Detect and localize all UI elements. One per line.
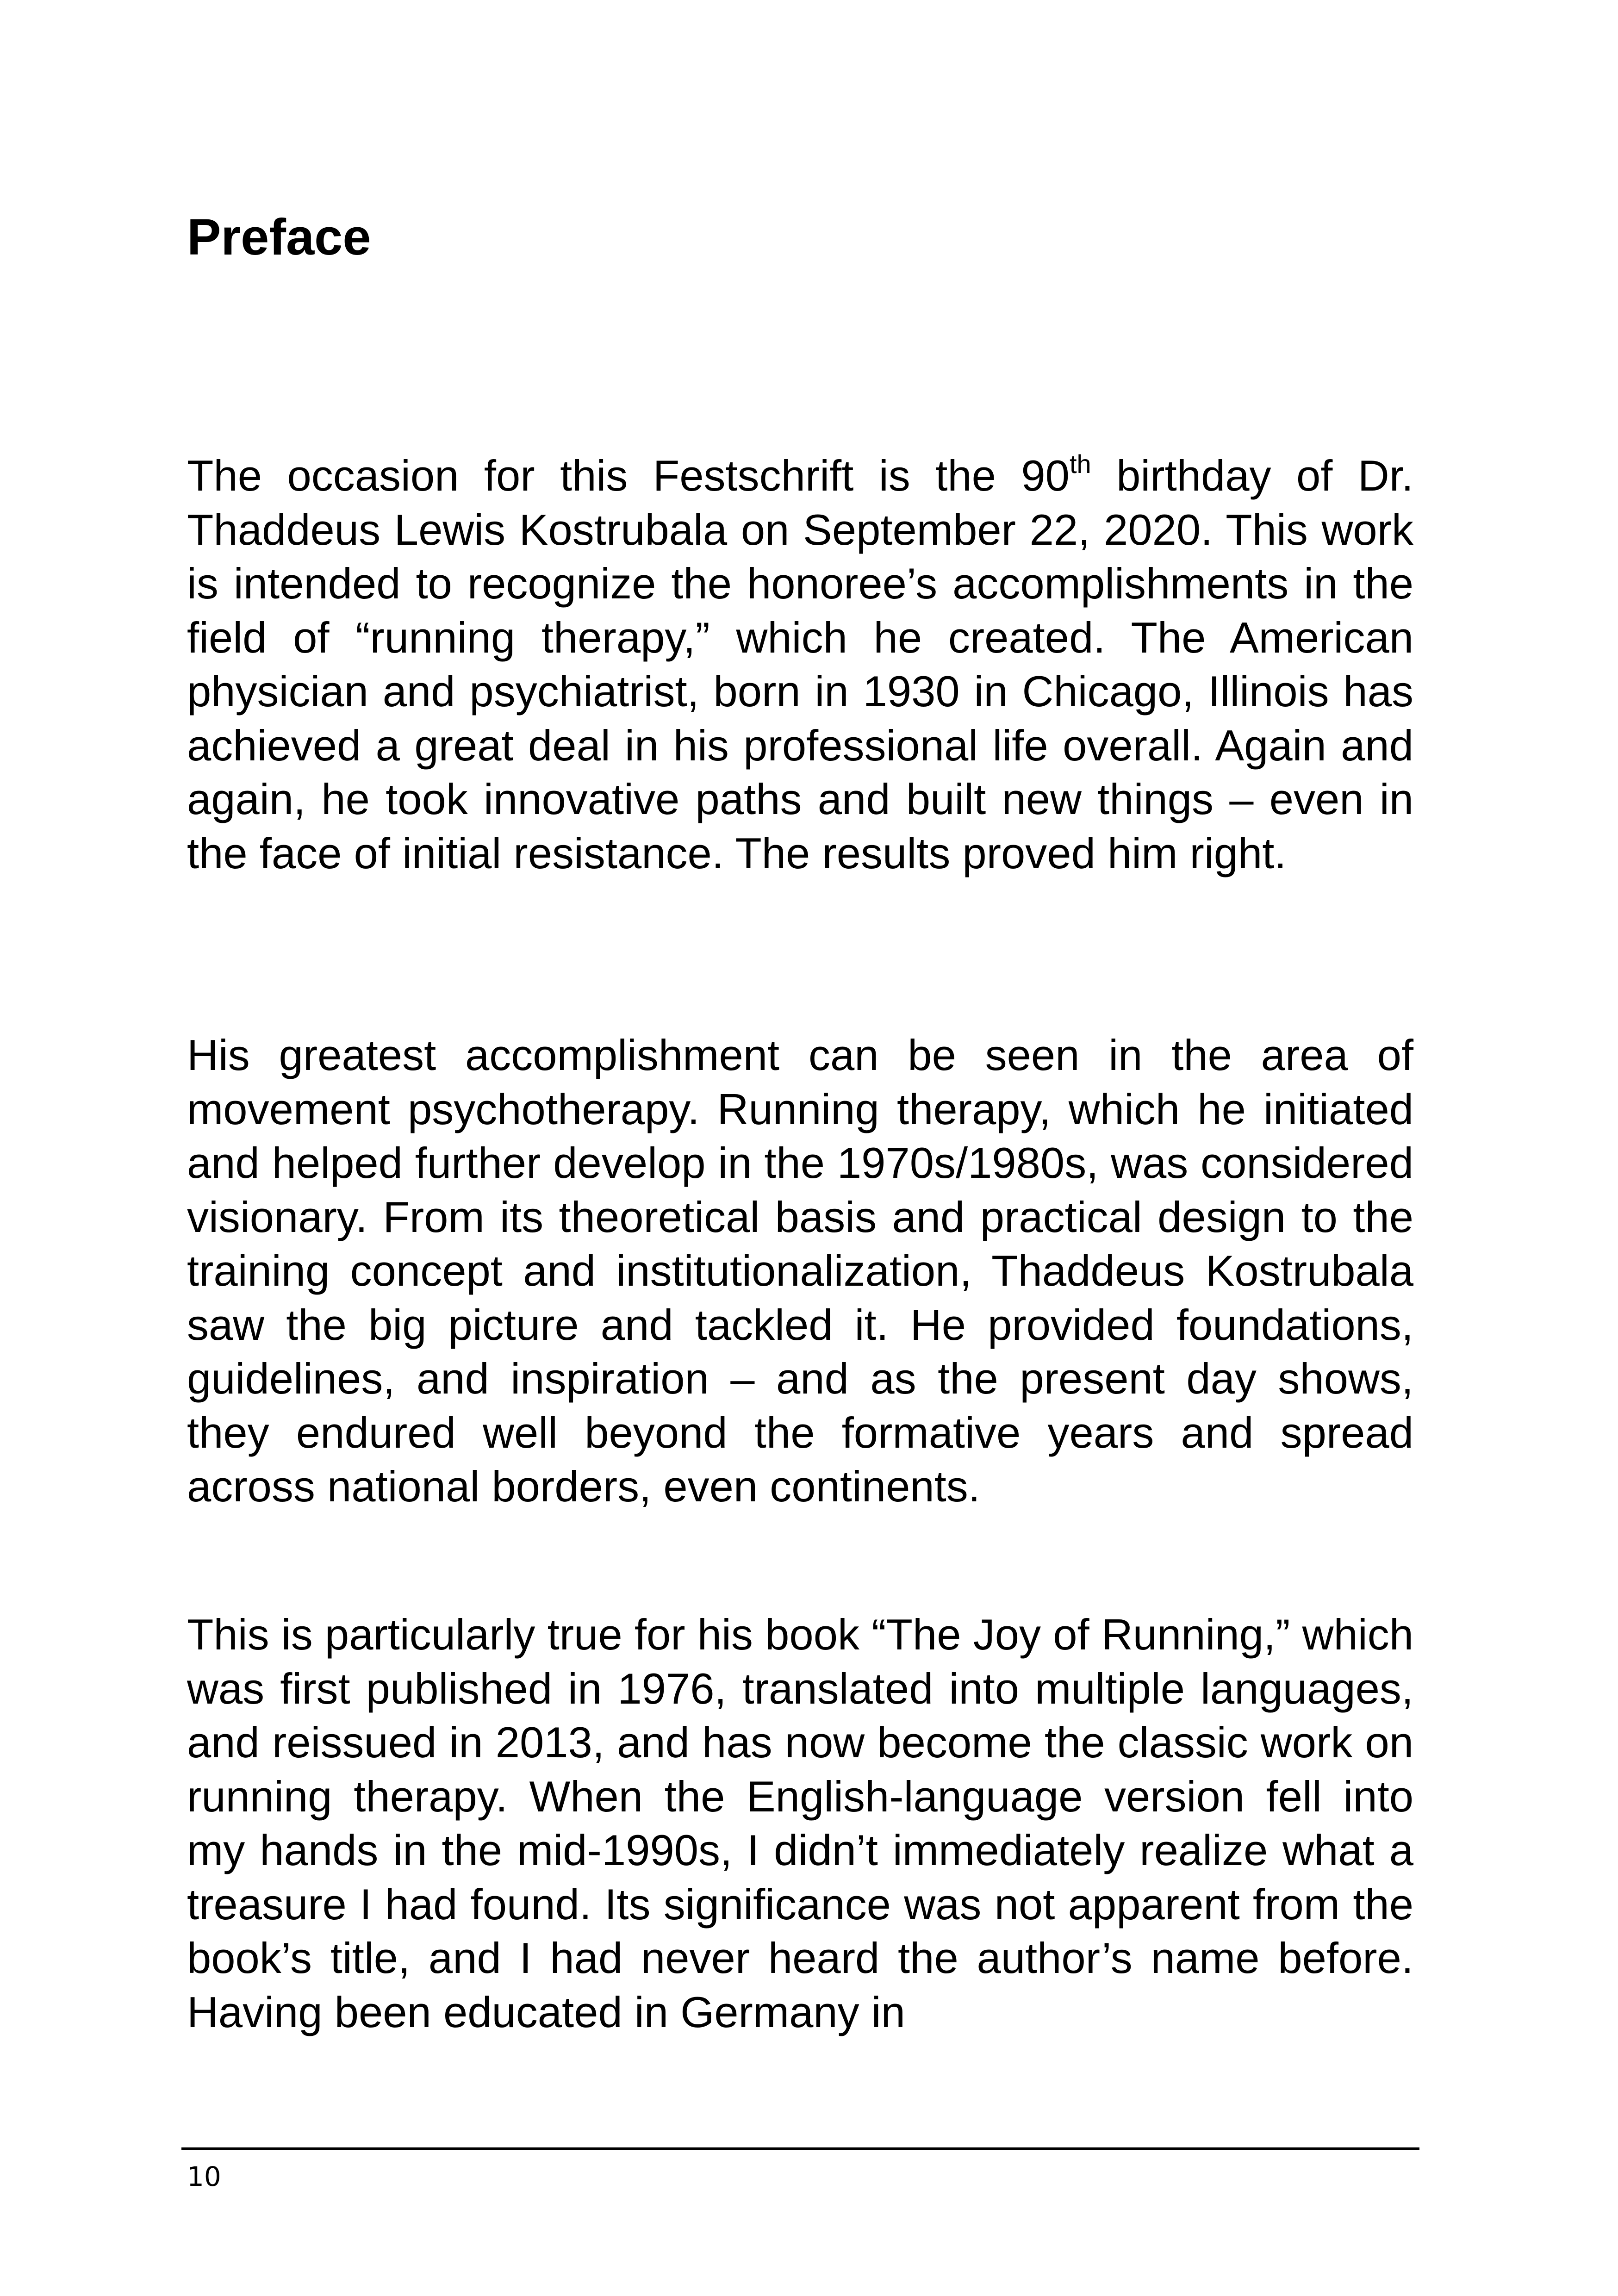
paragraph-1-text-start: The occasion for this Festschrift is the 90 [187, 451, 1070, 500]
paragraph-2: His greatest accomplishment can be seen in the area of movement psychotherapy. Running therapy, which he initiated and helped further develop in the 1970s/1980s, was considered visionary. From its theoretical basis and practical design to the training concept and institutionalization, Thaddeus Kostrubala saw the big picture and tackled it. He provided foundations, guidelines, and inspiration – and as the present day shows, they endured well beyond the formative years and spread across national borders, even continents. [187, 1031, 1413, 1511]
page-number: 10 [187, 2161, 221, 2192]
paragraph-1 [187, 449, 1413, 880]
page-title: Preface [187, 209, 371, 266]
ordinal-suffix: th [1069, 449, 1091, 479]
footer-divider [181, 2147, 1419, 2150]
paragraph-3: This is particularly true for his book “The Joy of Running,” which was first published in 1976, translated into multiple languages, and reissued in 2013, and has now become the classic work on running therapy. When the English-language version fell into my hands in the mid-1990s, I didn’t immediately realize what a treasure I had found. Its significance was not apparent from the book’s title, and I had never heard the author’s name before. Having been educated in Germany in [187, 1610, 1413, 2036]
paragraph-1-text-end: birthday of Dr. Thaddeus Lewis Kostrubala on September 22, 2020. This work is intended to recognize the honoree’s accomplishments in the field of “running therapy,” which he created. The American physician and psychiatrist, born in 1930 in Chicago, Illinois has achieved a great deal in his professional life overall. Again and again, he took innovative paths and built new things – even in the face of initial resistance. The results proved him right. [187, 451, 1414, 877]
